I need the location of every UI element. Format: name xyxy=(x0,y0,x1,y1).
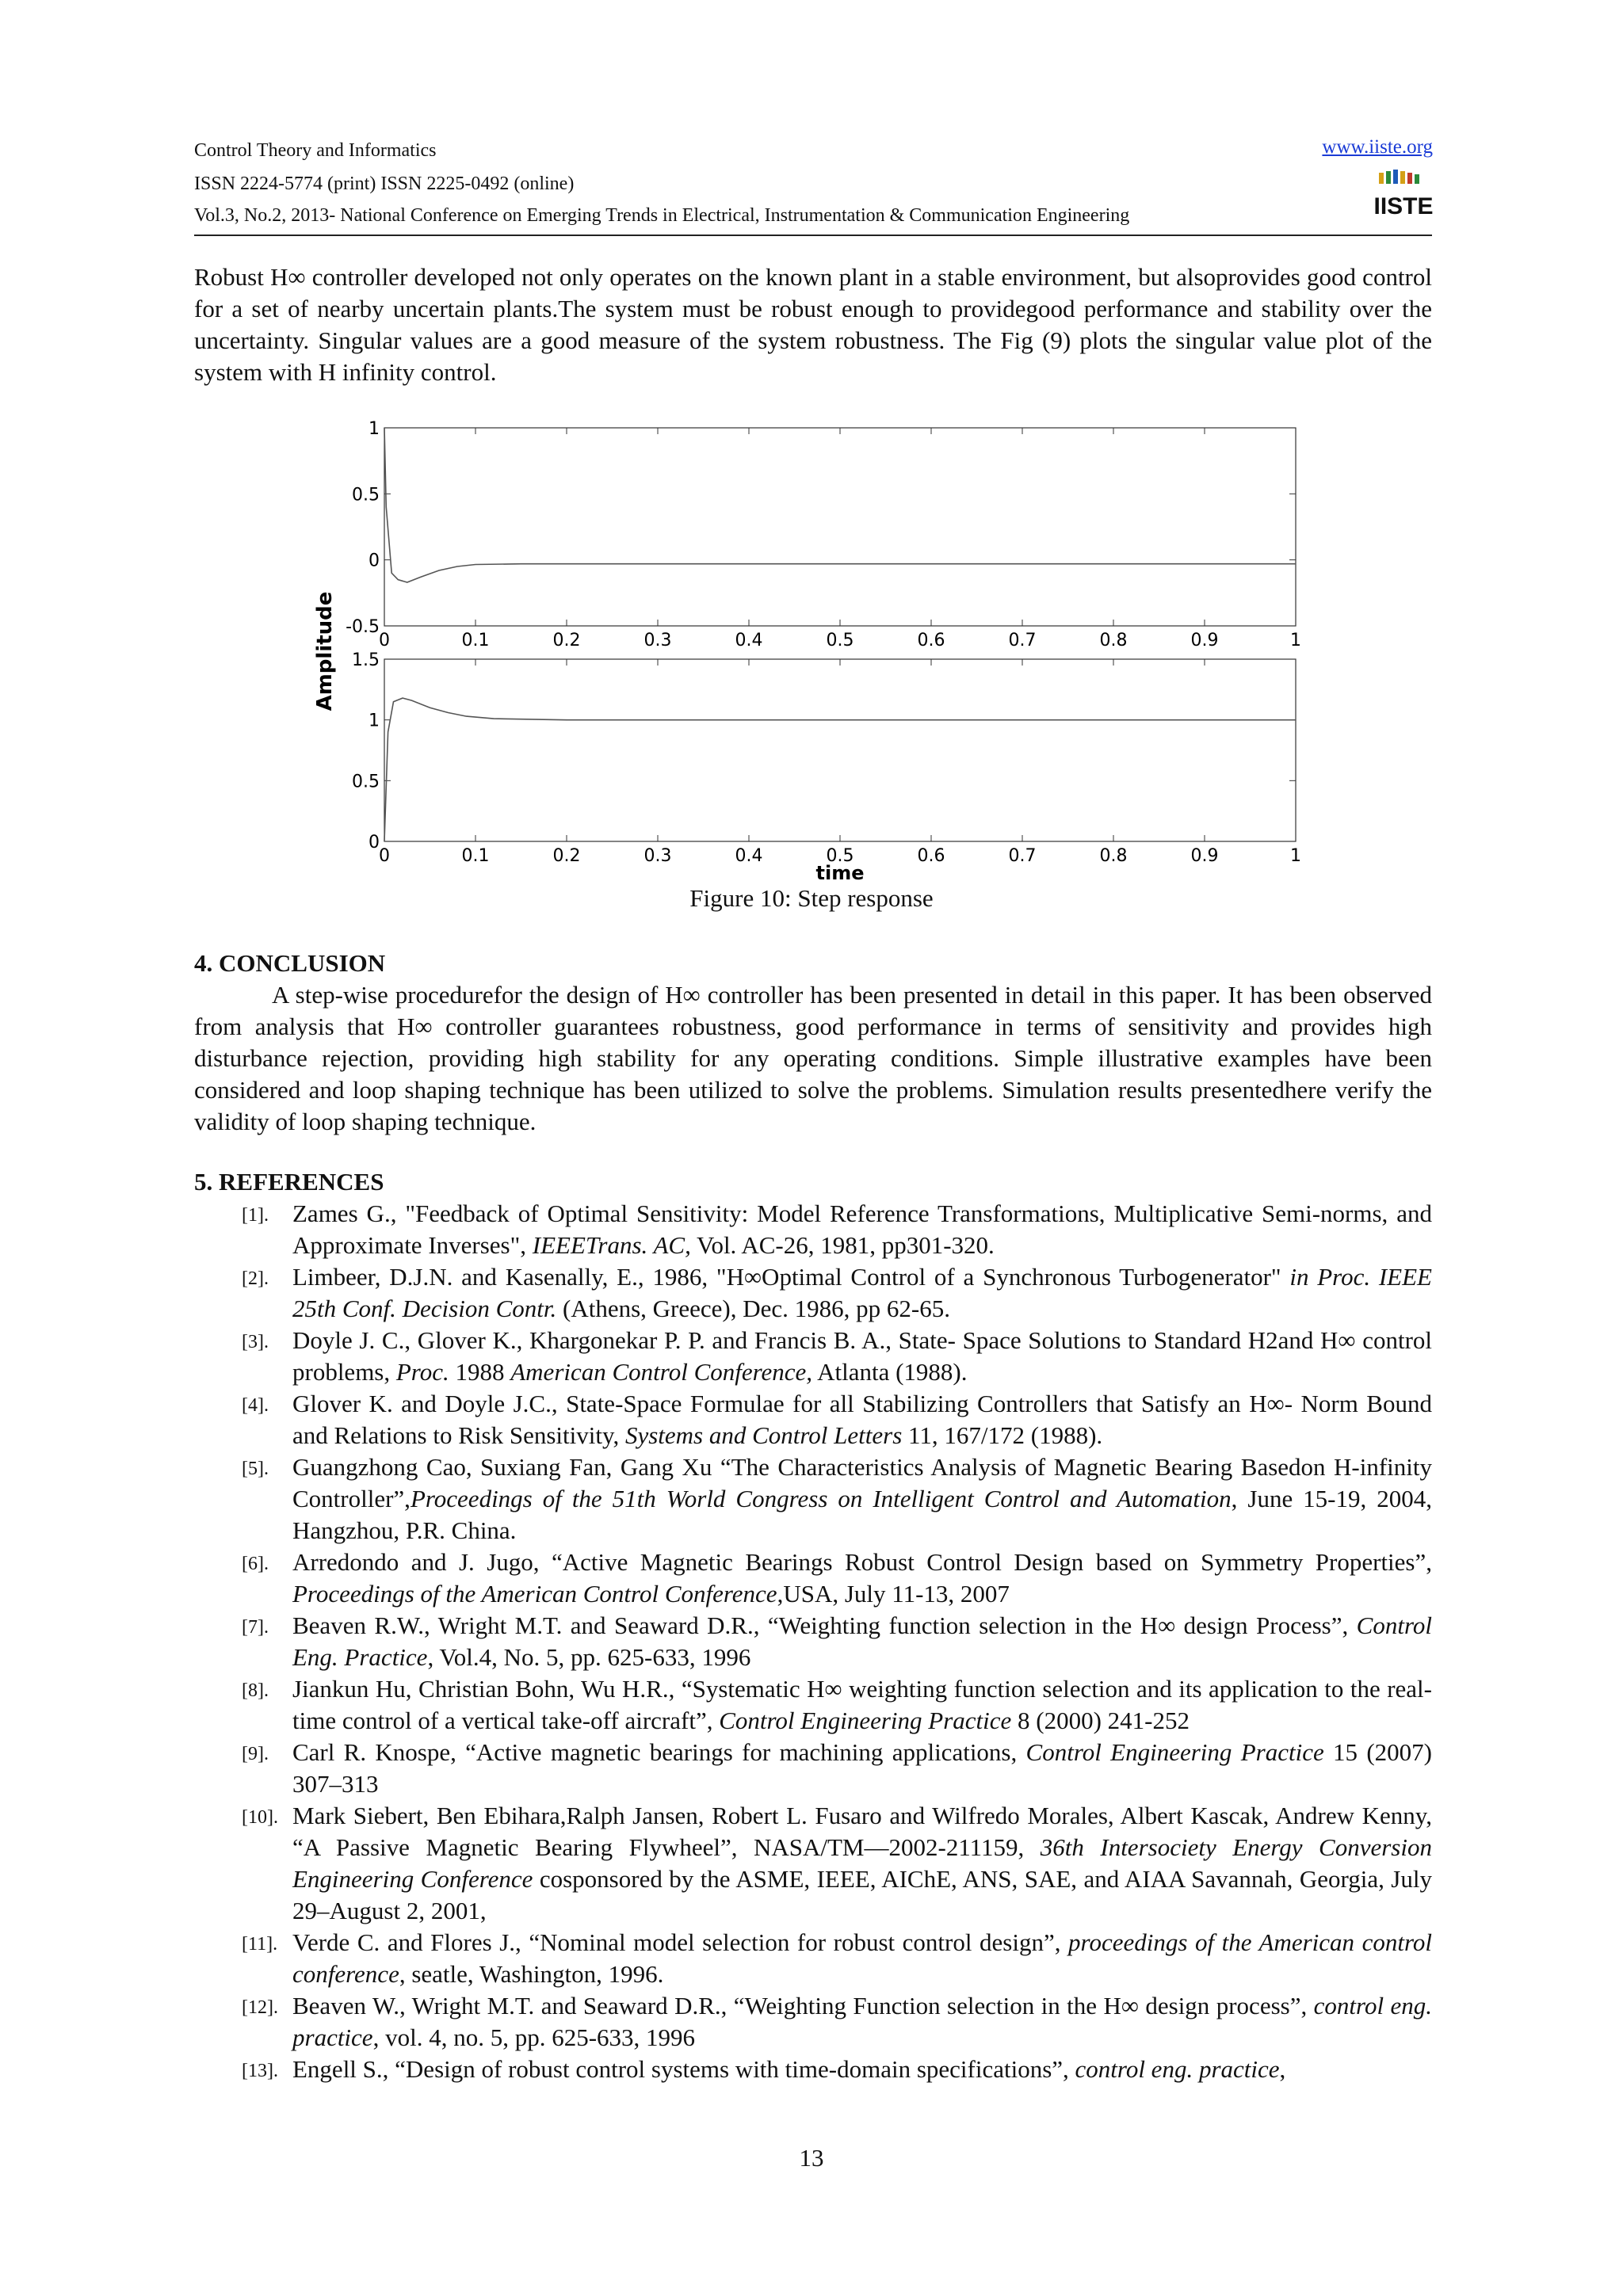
x-tick-label: 0.7 xyxy=(1008,846,1037,866)
reference-item xyxy=(194,2054,1432,2085)
issn-line: ISSN 2224-5774 (print) ISSN 2225-0492 (online) xyxy=(194,174,575,194)
reference-text: , Vol.4, No. 5, pp. 625-633, 1996 xyxy=(427,1643,751,1671)
reference-text: , vol. 4, no. 5, pp. 625-633, 1996 xyxy=(372,2023,696,2051)
reference-italic-text: control eng. practice xyxy=(1075,2055,1280,2083)
reference-text: 1988 xyxy=(449,1358,511,1386)
conclusion-paragraph xyxy=(194,979,1432,1138)
reference-number: [8]. xyxy=(242,1680,269,1701)
references-list xyxy=(194,1198,1432,2085)
reference-text: Doyle J. C., Glover K., Khargonekar P. P. and Francis B. A., State- Space Solutions to Standard H2and H∞ control problems, xyxy=(292,1326,1432,1386)
reference-text: Guangzhong Cao, Suxiang Fan, Gang Xu “The Characteristics Analysis of Magnetic Bearing Basedon H-infinity Controller”, xyxy=(292,1453,1432,1512)
x-tick-label: 0.2 xyxy=(552,846,581,866)
reference-italic-text: Control Eng. Practice xyxy=(292,1611,1432,1671)
conclusion-heading: 4. CONCLUSION xyxy=(194,949,386,977)
figure-caption: Figure 10: Step response xyxy=(689,884,934,912)
x-axis-label: time xyxy=(815,862,865,884)
reference-number: [7]. xyxy=(242,1617,269,1638)
top-subplot xyxy=(346,419,1301,650)
reference-item xyxy=(194,1990,1432,2054)
reference-text: Limbeer, D.J.N. and Kasenally, E., 1986, "H∞Optimal Control of a Synchronous Turbogenerator" xyxy=(292,1263,1290,1291)
reference-text: , June 15-19, 2004, Hangzhou, P.R. China. xyxy=(292,1485,1432,1544)
reference-italic-text: in Proc. IEEE 25th Conf. Decision Contr. xyxy=(292,1263,1432,1322)
x-tick-label: 0.8 xyxy=(1099,631,1128,650)
reference-number: [6]. xyxy=(242,1554,269,1574)
reference-italic-text: Control Engineering Practice xyxy=(1025,1738,1324,1766)
y-tick-label: -0.5 xyxy=(346,617,380,637)
reference-text: Beaven W., Wright M.T. and Seaward D.R., “Weighting Function selection in the H∞ design process”, xyxy=(292,1992,1314,2019)
references-heading: 5. REFERENCES xyxy=(194,1168,384,1196)
reference-item xyxy=(194,1800,1432,1927)
reference-text: Engell S., “Design of robust control systems with time-domain specifications”, xyxy=(292,2055,1075,2083)
header-divider xyxy=(194,235,1432,236)
x-tick-label: 0.9 xyxy=(1190,631,1219,650)
x-tick-label: 0.2 xyxy=(552,631,581,650)
reference-number: [11]. xyxy=(242,1934,278,1955)
x-tick-label: 0 xyxy=(379,846,390,866)
conclusion-text: A step-wise procedurefor the design of H∞ controller has been presented in detail in this paper. It has been observed from analysis that H∞ controller guarantees robustness, good performance in terms of sensitivity and provides high disturbance rejection, providing high stability for any operating conditions. Simple illustrative examples have been considered and loop shaping technique has been utilized to solve the problems. Simulation results presentedhere verify the validity of loop shaping technique. xyxy=(194,981,1432,1135)
reference-text: Jiankun Hu, Christian Bohn, Wu H.R., “Systematic H∞ weighting function selection and its application to the real-time control of a vertical take-off aircraft”, xyxy=(292,1675,1432,1734)
reference-number: [9]. xyxy=(242,1744,269,1764)
volume-line: Vol.3, No.2, 2013- National Conference on Emerging Trends in Electrical, Instrumentation & Communication Engineering xyxy=(194,205,1130,226)
reference-item xyxy=(194,1451,1432,1547)
reference-item xyxy=(194,1547,1432,1610)
plot-frame xyxy=(384,659,1296,841)
intro-text: Robust H∞ controller developed not only operates on the known plant in a stable environment, but alsoprovides good control for a set of nearby uncertain plants.The system must be robust enough to providegood performance and stability over the uncertainty. Singular values are a good measure of the system robustness. The Fig (9) plots the singular value plot of the system with H infinity control. xyxy=(194,263,1432,386)
reference-text: Glover K. and Doyle J.C., State-Space Formulae for all Stabilizing Controllers that Satisfy an H∞- Norm Bound and Relations to Risk Sensitivity, xyxy=(292,1390,1432,1449)
reference-text: Mark Siebert, Ben Ebihara,Ralph Jansen, Robert L. Fusaro and Wilfredo Morales, Albert Kascak, Andrew Kenny, “A Passive Magnetic Bearing Flywheel”, NASA/TM—2002-211159, xyxy=(292,1802,1432,1861)
reference-item xyxy=(194,1325,1432,1388)
x-tick-label: 0.5 xyxy=(826,631,854,650)
reference-number: [12]. xyxy=(242,1997,278,2018)
reference-number: [10]. xyxy=(242,1807,278,1828)
reference-italic-text: Control Engineering Practice xyxy=(719,1707,1012,1734)
plot-frame xyxy=(384,428,1296,626)
reference-item xyxy=(194,1388,1432,1451)
reference-number: [2]. xyxy=(242,1268,269,1289)
reference-text: , xyxy=(1279,2055,1286,2083)
x-tick-label: 0.4 xyxy=(735,846,763,866)
page-number: 13 xyxy=(799,2144,824,2172)
intro-paragraph xyxy=(194,261,1432,388)
reference-text: ,USA, July 11-13, 2007 xyxy=(777,1580,1010,1608)
reference-italic-text: Proc. xyxy=(395,1358,449,1386)
x-tick-label: 1 xyxy=(1290,631,1301,650)
reference-italic-text: 36th Intersociety Energy Conversion Engineering Conference xyxy=(292,1833,1432,1893)
reference-item xyxy=(194,1610,1432,1673)
reference-item xyxy=(194,1927,1432,1990)
x-tick-label: 0 xyxy=(379,631,390,650)
x-tick-label: 0.3 xyxy=(643,846,672,866)
reference-italic-text: Proceedings of the 51th World Congress on Intelligent Control and Automation xyxy=(410,1485,1232,1512)
svg-text:IISTE: IISTE xyxy=(1373,193,1434,219)
journal-name: Control Theory and Informatics xyxy=(194,140,437,161)
y-tick-label: 0.5 xyxy=(352,772,380,792)
reference-number: [3]. xyxy=(242,1332,269,1352)
reference-number: [5]. xyxy=(242,1459,269,1479)
reference-text: Beaven R.W., Wright M.T. and Seaward D.R., “Weighting function selection in the H∞ design Process”, xyxy=(292,1611,1357,1639)
y-tick-label: 0.5 xyxy=(352,485,380,505)
x-tick-label: 1 xyxy=(1290,846,1301,866)
reference-text: Zames G., "Feedback of Optimal Sensitivity: Model Reference Transformations, Multiplicative Semi-norms, and Approximate Inverses", xyxy=(292,1199,1432,1259)
reference-number: [13]. xyxy=(242,2061,278,2081)
reference-text: Arredondo and J. Jugo, “Active Magnetic Bearings Robust Control Design based on Symmetry Properties”, xyxy=(292,1548,1432,1576)
reference-item xyxy=(194,1737,1432,1800)
reference-item xyxy=(194,1673,1432,1737)
x-tick-label: 0.5 xyxy=(826,846,854,866)
x-tick-label: 0.1 xyxy=(461,846,490,866)
y-tick-label: 1 xyxy=(369,419,380,439)
reference-number: [4]. xyxy=(242,1395,269,1416)
reference-italic-text: American Control Conference, xyxy=(510,1358,813,1386)
iiste-logo xyxy=(1373,168,1434,225)
reference-text: 11, 167/172 (1988). xyxy=(902,1421,1103,1449)
reference-text: (Athens, Greece), Dec. 1986, pp 62-65. xyxy=(556,1295,950,1322)
y-axis-label: Amplitude xyxy=(313,591,337,711)
x-tick-label: 0.7 xyxy=(1008,631,1037,650)
step-response-line xyxy=(384,698,1296,841)
x-tick-label: 0.9 xyxy=(1190,846,1219,866)
y-tick-label: 1.5 xyxy=(352,650,380,670)
step-response-chart xyxy=(293,412,1323,887)
reference-italic-text: control eng. practice xyxy=(292,1992,1432,2051)
reference-italic-text: proceedings of the American control conference xyxy=(292,1928,1432,1988)
reference-number: [1]. xyxy=(242,1205,269,1226)
bottom-subplot xyxy=(352,650,1301,866)
x-tick-label: 0.8 xyxy=(1099,846,1128,866)
reference-item xyxy=(194,1261,1432,1325)
y-tick-label: 0 xyxy=(369,833,380,852)
reference-item xyxy=(194,1198,1432,1261)
y-tick-label: 0 xyxy=(369,551,380,571)
reference-text: 15 (2007) 307–313 xyxy=(292,1738,1432,1798)
reference-text: Atlanta (1988). xyxy=(812,1358,968,1386)
reference-text: , seatle, Washington, 1996. xyxy=(399,1960,664,1988)
reference-text: Carl R. Knospe, “Active magnetic bearings for machining applications, xyxy=(292,1738,1026,1766)
step-response-line xyxy=(384,428,1296,582)
x-tick-label: 0.1 xyxy=(461,631,490,650)
reference-text: Verde C. and Flores J., “Nominal model selection for robust control design”, xyxy=(292,1928,1069,1956)
x-tick-label: 0.3 xyxy=(643,631,672,650)
journal-url-link[interactable]: www.iiste.org xyxy=(1322,136,1433,158)
y-tick-label: 1 xyxy=(369,711,380,731)
reference-italic-text: IEEETrans. AC, xyxy=(532,1231,691,1259)
reference-italic-text: Systems and Control Letters xyxy=(624,1421,903,1449)
x-tick-label: 0.6 xyxy=(917,846,945,866)
reference-text: 8 (2000) 241-252 xyxy=(1011,1707,1190,1734)
x-tick-label: 0.6 xyxy=(917,631,945,650)
x-tick-label: 0.4 xyxy=(735,631,763,650)
reference-text: cosponsored by the ASME, IEEE, AIChE, ANS, SAE, and AIAA Savannah, Georgia, July 29–August 2, 2001, xyxy=(292,1865,1432,1924)
reference-text: Vol. AC-26, 1981, pp301-320. xyxy=(690,1231,995,1259)
reference-italic-text: Proceedings of the American Control Conference xyxy=(292,1580,777,1608)
